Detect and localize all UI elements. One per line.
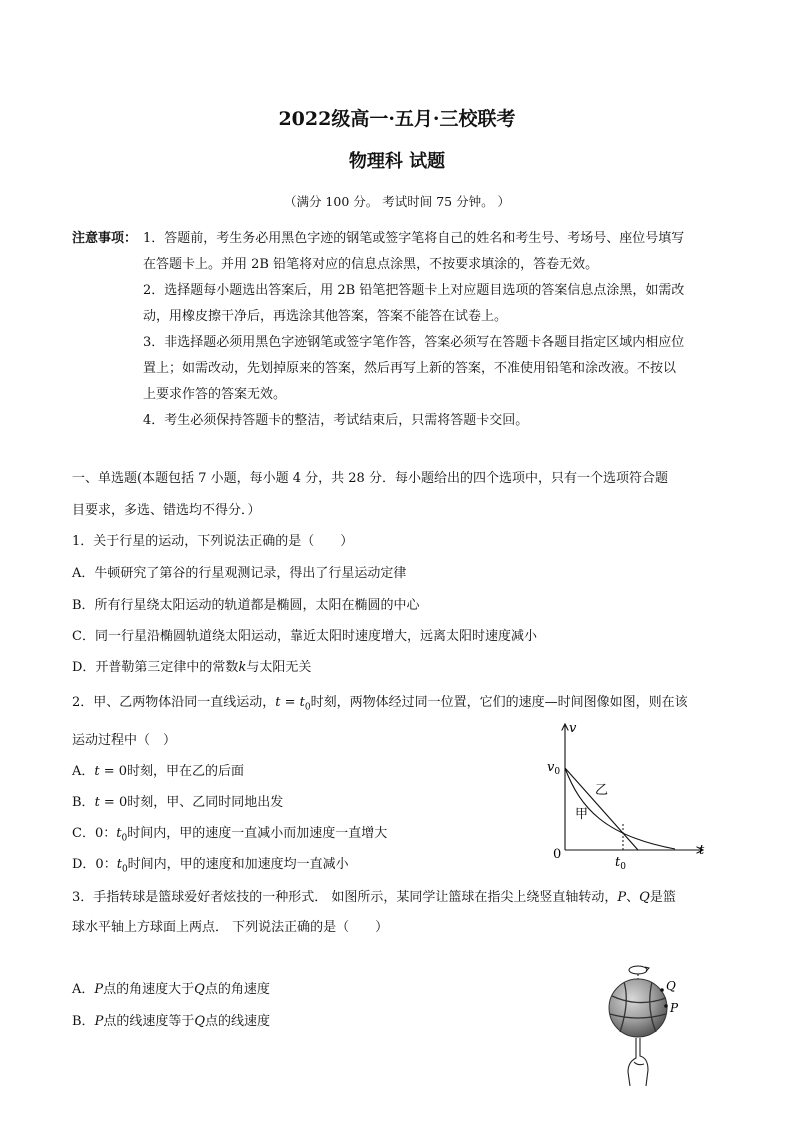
spinning-basketball-figure xyxy=(600,962,690,1090)
notice-line: 置上；如需改动，先划掉原来的答案，然后再写上新的答案，不准使用铅笔和涂改液。不按以 xyxy=(143,361,677,376)
question-1-stem: 1．关于行星的运动，下列说法正确的是（ ） xyxy=(72,534,354,549)
hand-icon xyxy=(628,1038,648,1086)
question-3-stem: 3．手指转球是篮球爱好者炫技的一种形式． 如图所示，某同学让篮球在指尖上绕竖直轴转动，P、Q是篮 xyxy=(72,890,676,905)
label-yi: 乙 xyxy=(595,783,609,798)
label-jia: 甲 xyxy=(575,807,589,822)
question-2-option-c: C．0：$t_0$时间内，甲的速度一直减小而加速度一直增大 xyxy=(72,826,388,844)
rotation-arrow-icon xyxy=(629,966,647,974)
question-2-option-b: B．t = 0时刻，甲、乙同时同地出发 xyxy=(72,795,284,810)
question-2-stem-cont: 运动过程中（ ） xyxy=(72,733,177,748)
velocity-time-graph xyxy=(535,718,715,872)
question-3-option-b: B．P点的线速度等于Q点的线速度 xyxy=(72,1014,271,1029)
question-1-option-b: B．所有行星绕太阳运动的轨道都是椭圆，太阳在椭圆的中心 xyxy=(72,598,420,613)
notice-line: 2．选择题每小题选出答案后，用 2B 铅笔把答题卡上对应题目选项的答案信息点涂黑，如需改 xyxy=(143,283,685,298)
notice-line: 上要求作答的答案无效。 xyxy=(143,387,287,402)
v-axis-label: v xyxy=(569,721,577,736)
notice-line: 1．答题前，考生务必用黑色字迹的钢笔或签字笔将自己的姓名和考生号、考场号、座位号填写 xyxy=(143,231,685,246)
notice-line: 动，用橡皮擦干净后，再选涂其他答案，答案不能答在试卷上。 xyxy=(143,309,508,324)
exam-subtitle: 物理科 试题 xyxy=(348,151,446,172)
question-3-option-a: A．P点的角速度大于Q点的角速度 xyxy=(72,982,270,997)
label-p: P xyxy=(670,1001,679,1015)
question-2-option-d: D．0：$t_0$时间内，甲的速度和加速度均一直减小 xyxy=(72,857,349,875)
section-heading-cont: 目要求，多选、错选均不得分．） xyxy=(72,503,261,518)
notice-line: 在答题卡上。并用 2B 铅笔将对应的信息点涂黑，不按要求填涂的，答卷无效。 xyxy=(143,257,599,272)
exam-info: （满分 100 分。 考试时间 75 分钟。 ） xyxy=(283,194,511,209)
notice-line: 4．考生必须保持答题卡的整洁，考试结束后，只需将答题卡交回。 xyxy=(143,413,529,428)
basketball xyxy=(609,979,667,1037)
question-2-stem: 2．甲、乙两物体沿同一直线运动，$t = t_0$时刻，两物体经过同一位置，它们的速度—时间图像如图，则在该 xyxy=(72,695,688,713)
point-q xyxy=(660,988,664,992)
label-q: Q xyxy=(666,979,676,993)
exam-title: 2022级高一·五月·三校联考 xyxy=(278,108,516,130)
notice-label: 注意事项： xyxy=(72,231,138,246)
question-3-stem-cont: 球水平轴上方球面上两点． 下列说法正确的是（ ） xyxy=(72,920,389,935)
question-2-option-a: A．t = 0时刻，甲在乙的后面 xyxy=(72,764,245,779)
question-1-option-c: C．同一行星沿椭圆轨道绕太阳运动，靠近太阳时速度增大，远离太阳时速度减小 xyxy=(72,629,537,644)
notice-line: 3．非选择题必须用黑色字迹钢笔或签字笔作答，答案必须写在答题卡各题目指定区域内相应位 xyxy=(143,335,685,350)
point-p xyxy=(664,1004,668,1008)
question-1-option-a: A．牛顿研究了第谷的行星观测记录，得出了行星运动定律 xyxy=(72,566,407,581)
section-heading: 一、单选题(本题包括 7 小题，每小题 4 分，共 28 分．每小题给出的四个选项中，只有一个选项符合题 xyxy=(72,471,668,486)
v0-label: $v_0$ xyxy=(547,760,561,777)
origin-label: 0 xyxy=(553,847,562,862)
question-1-option-d: D．开普勒第三定律中的常数k与太阳无关 xyxy=(72,660,312,675)
t-axis-label: t xyxy=(699,843,705,858)
t0-label: $t_0$ xyxy=(615,855,626,872)
